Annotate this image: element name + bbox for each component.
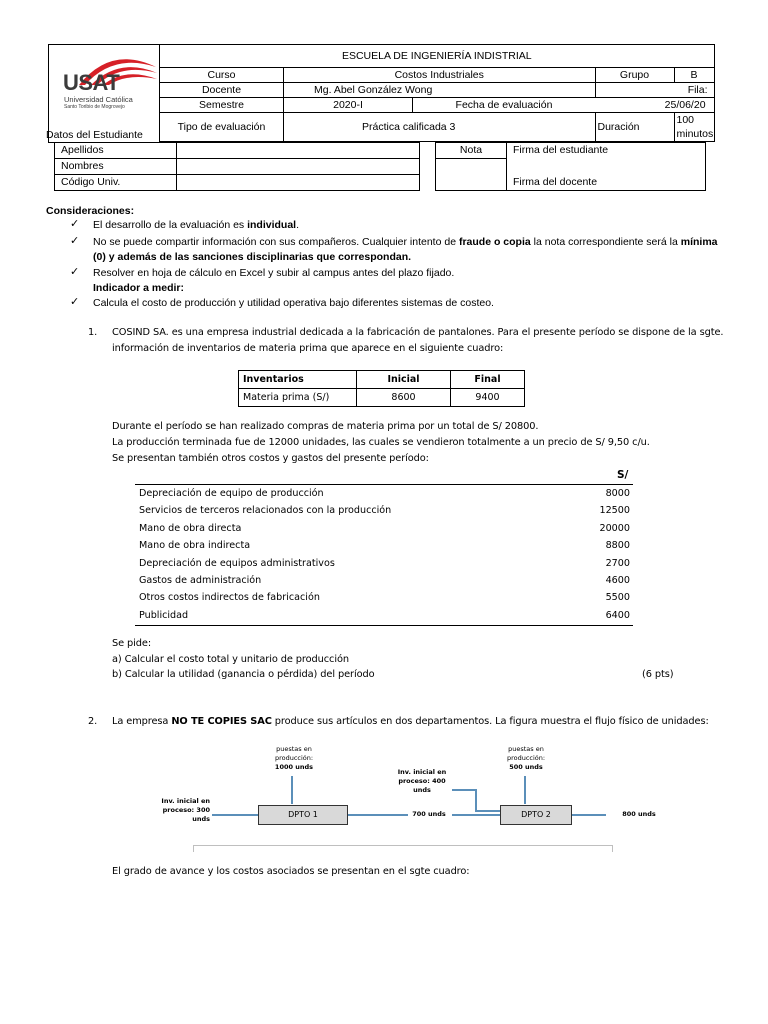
inv1-arrow: [212, 814, 258, 816]
inv1-label: [152, 797, 210, 824]
cost-value: 4600: [605, 575, 630, 586]
cost-label: Gastos de administración: [139, 575, 262, 586]
cost-table-bottom-border: [135, 625, 633, 626]
cost-row: [135, 607, 633, 624]
problem2-text-a: La empresa: [112, 716, 172, 727]
currency-header: S/: [617, 469, 629, 481]
cost-value: 5500: [605, 592, 630, 604]
apellidos-field[interactable]: [177, 143, 420, 159]
dpto2-input-line2: producción:: [506, 754, 546, 762]
student-table: [54, 142, 420, 191]
dpto2-out-line: [572, 814, 606, 816]
duracion-value: 100 minutos: [674, 113, 714, 142]
points: (6 pts): [642, 669, 674, 680]
firma-estudiante-label: Firma del estudiante: [513, 144, 609, 156]
cost-row: [135, 589, 633, 606]
problem1-p1: Durante el período se han realizado compras de materia prima por un total de S/ 20800.: [112, 421, 539, 432]
firma-docente-label: Firma del docente: [513, 176, 598, 188]
codigo-label: Código Univ.: [55, 175, 177, 191]
inv-row-label: Materia prima (S/): [239, 389, 357, 407]
cost-value: 20000: [599, 522, 630, 534]
dpto1-input-line3: 1000 unds: [274, 763, 314, 771]
se-pide: Se pide:: [112, 638, 152, 649]
cost-value: 8800: [605, 540, 630, 552]
check-icon: ✓: [70, 235, 80, 247]
consideration-2-text: No se puede compartir información con sus compañeros. Cualquier intento de: [93, 236, 459, 248]
docente-label: Docente: [160, 83, 284, 98]
header-table: [48, 44, 715, 143]
logo-cell: [49, 45, 160, 143]
problem2-company: NO TE COPIES SAC: [171, 716, 272, 727]
docente-value: Mg. Abel González Wong: [284, 83, 596, 98]
dpto1-out-line: [348, 814, 408, 816]
inv-header-1: Inventarios: [239, 371, 357, 389]
logo-text: USAT: [63, 70, 120, 95]
nombres-field[interactable]: [177, 159, 420, 175]
inv-row-initial: 8600: [357, 389, 451, 407]
logo-sub1: Universidad Católica: [64, 95, 133, 104]
inv2-line3: unds: [413, 786, 431, 794]
cost-label: Otros costos indirectos de fabricación: [139, 592, 320, 604]
check-icon: ✓: [70, 218, 80, 230]
cost-label: Depreciación de equipo de producción: [139, 488, 324, 499]
consideration-2: [93, 236, 723, 248]
cost-row: [135, 555, 633, 572]
inv2-label: [393, 768, 451, 795]
nota-field[interactable]: [436, 159, 507, 191]
cost-row: [135, 537, 633, 554]
logo-sub2: Santo Toribio de Mogrovejo: [64, 104, 125, 110]
cost-value: 8000: [605, 488, 630, 499]
cost-value: 2700: [605, 557, 630, 569]
problem2-number: 2.: [88, 716, 98, 727]
dpto1-input-line2: producción:: [274, 754, 314, 762]
dpto2-input-label: [496, 745, 556, 772]
consideration-2-line2: (0) y además de las sanciones disciplinarias que correspondan.: [93, 251, 412, 263]
out-units: 800 unds: [622, 810, 656, 818]
check-icon: ✓: [70, 296, 80, 308]
inv-header-2: Inicial: [357, 371, 451, 389]
curso-value: Costos Industriales: [284, 68, 596, 83]
problem2-text-c: produce sus artículos en dos departamentos. La figura muestra el flujo físico de unidades:: [271, 716, 709, 727]
dpto2-input-line1: puestas en: [508, 745, 544, 753]
dpto2-in-line: [452, 814, 500, 816]
fila-label: Fila:: [595, 83, 714, 98]
inv-header-3: Final: [451, 371, 525, 389]
cost-label: Servicios de terceros relacionados con la producción: [139, 505, 392, 517]
consideration-2-bold2: mínima: [680, 236, 718, 248]
consideration-1-text: El desarrollo de la evaluación es: [93, 219, 248, 231]
consideration-2-bold: fraude o copia: [458, 236, 531, 248]
problem1-line2: información de inventarios de materia prima que aparece en el siguiente cuadro:: [112, 343, 504, 354]
dpto2-input-arrow: [524, 776, 526, 804]
inv2-line-v: [475, 789, 477, 811]
inv1-line1: Inv. inicial en: [161, 797, 210, 805]
dpto1-input-arrow: [291, 776, 293, 804]
inv-row-final: 9400: [451, 389, 525, 407]
grupo-label: Grupo: [595, 68, 674, 83]
problem2-line1: [112, 716, 709, 727]
school-title: ESCUELA DE INGENIERÍA INDISTRIAL: [160, 45, 715, 68]
apellidos-label: Apellidos: [55, 143, 177, 159]
duracion-label: Duración: [595, 113, 674, 142]
consideration-3: Resolver en hoja de cálculo en Excel y subir al campus antes del plazo fijado.: [93, 267, 455, 279]
nombres-label: Nombres: [55, 159, 177, 175]
dpto2-input-line3: 500 unds: [509, 763, 543, 771]
cost-value: 12500: [599, 505, 630, 517]
problem1-number: 1.: [88, 327, 98, 338]
fecha-value: 25/06/20: [595, 98, 714, 113]
tipo-value: Práctica calificada 3: [284, 113, 596, 142]
inv1-line3: unds: [192, 815, 210, 823]
cost-row: [135, 520, 633, 537]
dpto2-box: DPTO 2: [500, 805, 572, 825]
cost-row: [135, 572, 633, 589]
problem1-line1: COSIND SA. es una empresa industrial dedicada a la fabricación de pantalones. Para el presente período se dispone de la sgte.: [112, 327, 724, 338]
dpto1-input-line1: puestas en: [276, 745, 312, 753]
signature-table: [435, 142, 706, 191]
cost-label: Mano de obra indirecta: [139, 540, 251, 552]
nota-label: Nota: [436, 143, 507, 159]
student-section-title: Datos del Estudiante: [46, 129, 143, 141]
semestre-value: 2020-I: [284, 98, 413, 113]
cost-label: Publicidad: [139, 609, 189, 621]
check-icon: ✓: [70, 266, 80, 278]
problem1-p3: Se presentan también otros costos y gastos del presente período:: [112, 453, 429, 464]
inv2-line-h2: [475, 810, 500, 812]
cost-label: Depreciación de equipos administrativos: [139, 557, 335, 569]
question-a: a) Calcular el costo total y unitario de producción: [112, 654, 349, 665]
cost-row: [135, 502, 633, 519]
consideration-2-mid: la nota correspondiente será la: [530, 236, 681, 248]
inv1-line2: proceso: 300: [162, 806, 210, 814]
cropped-frame: [193, 845, 613, 852]
consideration-1: [93, 219, 299, 231]
semestre-label: Semestre: [160, 98, 284, 113]
cost-row: [135, 485, 633, 502]
consideration-4: Calcula el costo de producción y utilidad operativa bajo diferentes sistemas de costeo.: [93, 297, 494, 309]
dpto1-box: DPTO 1: [258, 805, 348, 825]
tipo-label: Tipo de evaluación: [160, 113, 284, 142]
consideration-1-end: .: [296, 219, 300, 231]
question-b: b) Calcular la utilidad (ganancia o pérdida) del período: [112, 669, 375, 680]
problem1-p2: La producción terminada fue de 12000 unidades, las cuales se vendieron totalmente a un precio de S/ 9,50 c/u.: [112, 437, 650, 448]
cost-label: Mano de obra directa: [139, 522, 242, 534]
grupo-value: B: [674, 68, 714, 83]
dpto1-input-label: [264, 745, 324, 772]
inv2-line-h: [452, 789, 476, 791]
indicator-title: Indicador a medir:: [93, 282, 185, 294]
codigo-field[interactable]: [177, 175, 420, 191]
consideration-1-bold: individual: [247, 219, 297, 231]
problem2-closing: El grado de avance y los costos asociados se presentan en el sgte cuadro:: [112, 866, 470, 877]
fecha-label: Fecha de evaluación: [413, 98, 596, 113]
inv2-line2: proceso: 400: [398, 777, 446, 785]
inventory-table: [238, 370, 525, 407]
inv2-line1: Inv. inicial en: [397, 768, 447, 776]
signature-cell: [507, 143, 706, 191]
curso-label: Curso: [160, 68, 284, 83]
mid-units: 700 unds: [412, 810, 446, 818]
considerations-title: Consideraciones:: [46, 205, 135, 217]
cost-value: 6400: [605, 609, 630, 621]
